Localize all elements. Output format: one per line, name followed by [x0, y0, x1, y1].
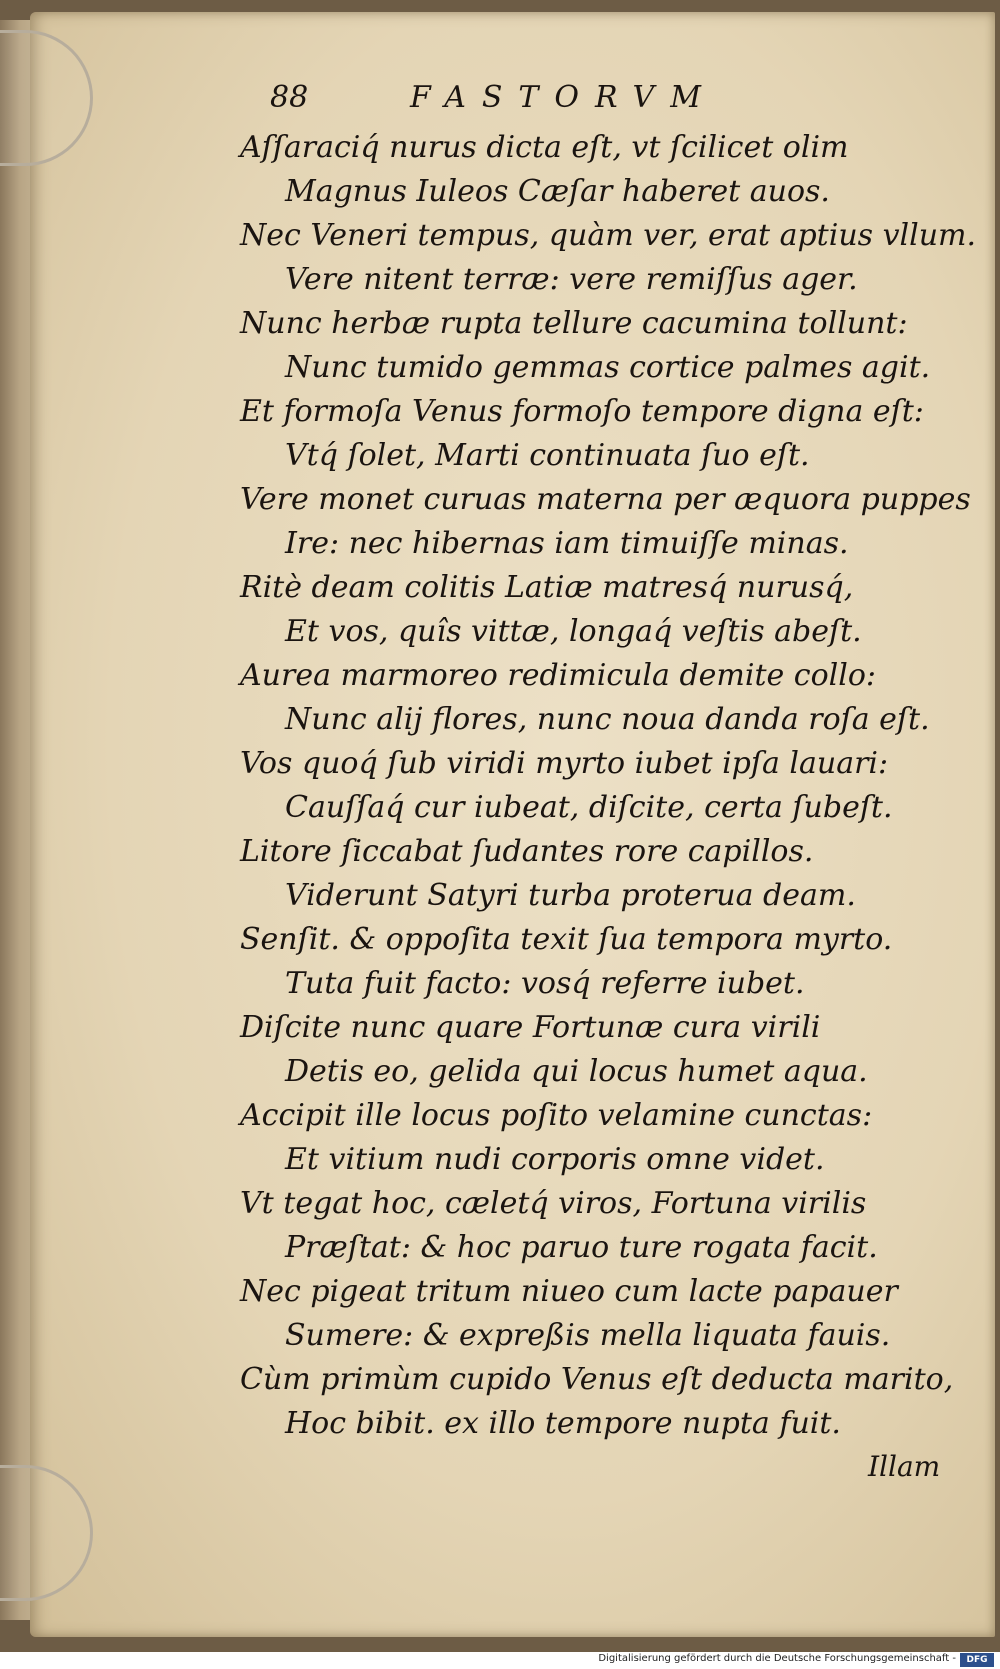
pentameter-line: Nunc tumido gemmas cortice palmes agit. [285, 350, 931, 385]
page-number: 88 [270, 80, 309, 115]
hexameter-line: Diſcite nunc quare Fortunæ cura virili [240, 1010, 821, 1045]
hexameter-line: Aurea marmoreo redimicula demite collo: [240, 658, 877, 693]
funding-credit: Digitalisierung gefördert durch die Deutsche Forschungsgemeinschaft - [598, 1653, 956, 1664]
hexameter-line: Accipit ille locus poſito velamine cunctas: [240, 1098, 873, 1133]
digitization-footer [0, 1652, 1000, 1669]
pentameter-line: Magnus Iuleos Cæſar haberet auos. [285, 174, 830, 209]
page-header [270, 80, 790, 124]
pentameter-line: Nunc alij flores, nunc noua danda roſa eſt. [285, 702, 930, 737]
verse-text-block [240, 126, 977, 1446]
hexameter-line: Et formoſa Venus formoſo tempore digna eſt: [240, 394, 924, 429]
dfg-logo: DFG [960, 1653, 994, 1667]
pentameter-line: Vtq́ ſolet, Marti continuata ſuo eſt. [285, 438, 810, 473]
hexameter-line: Litore ſiccabat ſudantes rore capillos. [240, 834, 814, 869]
hexameter-line: Vere monet curuas materna per æquora puppes [240, 482, 971, 517]
pentameter-line: Cauſſaq́ cur iubeat, diſcite, certa ſubeſt. [285, 790, 893, 825]
catchword: Illam [868, 1450, 941, 1483]
hexameter-line: Vos quoq́ ſub viridi myrto iubet ipſa lauari: [240, 746, 889, 781]
hexameter-line: Cùm primùm cupido Venus eſt deducta marito, [240, 1362, 954, 1397]
pentameter-line: Et vos, quîs vittæ, longaq́ veſtis abeſt. [285, 614, 862, 649]
pentameter-line: Sumere: & expreßis mella liquata fauis. [285, 1318, 891, 1353]
hexameter-line: Ritè deam colitis Latiæ matresq́ nurusq́, [240, 570, 854, 605]
pentameter-line: Præſtat: & hoc paruo ture rogata facit. [285, 1230, 878, 1265]
pentameter-line: Tuta fuit facto: vosq́ referre iubet. [285, 966, 805, 1001]
pentameter-line: Viderunt Satyri turba proterua deam. [285, 878, 856, 913]
hexameter-line: Aſſaraciq́ nurus dicta eſt, vt ſcilicet olim [240, 130, 849, 165]
pentameter-line: Vere nitent terræ: vere remiſſus ager. [285, 262, 858, 297]
pentameter-line: Et vitium nudi corporis omne videt. [285, 1142, 825, 1177]
pentameter-line: Detis eo, gelida qui locus humet aqua. [285, 1054, 868, 1089]
running-title: FASTORVM [410, 80, 717, 115]
hexameter-line: Senſit. & oppoſita texit ſua tempora myrto. [240, 922, 893, 957]
pentameter-line: Hoc bibit. ex illo tempore nupta fuit. [285, 1406, 841, 1441]
hexameter-line: Nec Veneri tempus, quàm ver, erat aptius vllum. [240, 218, 977, 253]
hexameter-line: Vt tegat hoc, cæletq́ viros, Fortuna virilis [240, 1186, 867, 1221]
hexameter-line: Nec pigeat tritum niueo cum lacte papauer [240, 1274, 898, 1309]
hexameter-line: Nunc herbæ rupta tellure cacumina tollunt: [240, 306, 908, 341]
pentameter-line: Ire: nec hibernas iam timuiſſe minas. [285, 526, 849, 561]
